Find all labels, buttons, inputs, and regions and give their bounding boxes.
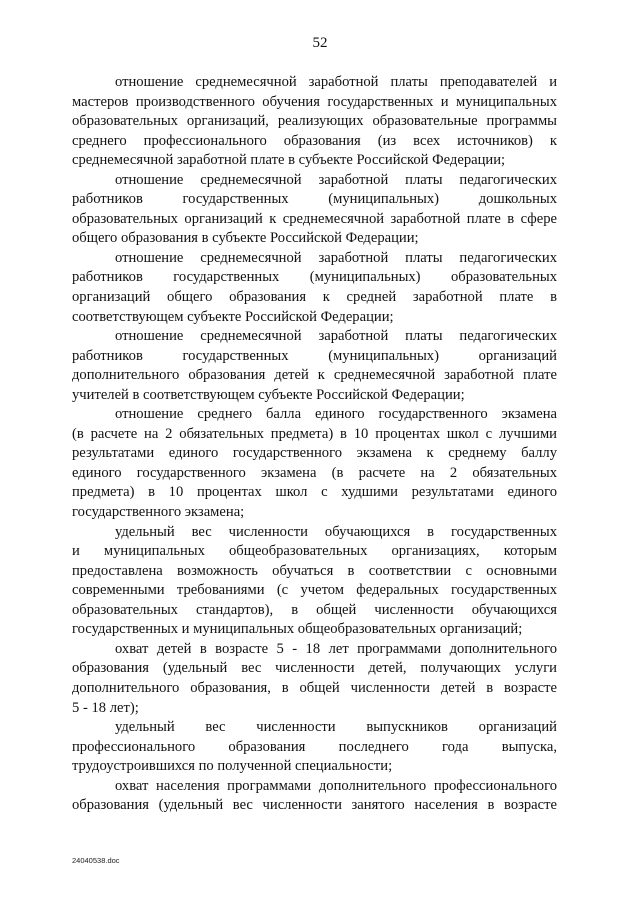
text-line: мастеров производственного обучения государственных и муниципальных — [72, 93, 557, 110]
page-number: 52 — [312, 35, 328, 51]
text-line: соответствующем субъекте Российской Федерации; — [72, 308, 394, 325]
paragraph — [72, 171, 557, 249]
text-line: государственных и муниципальных общеобразовательных организаций; — [72, 621, 523, 638]
text-line: образования (удельный вес численности занятого населения в возрасте — [72, 797, 557, 814]
text-line: трудоустроившихся по полученной специальности; — [72, 758, 393, 775]
text-line: 5 - 18 лет); — [72, 699, 139, 716]
text-line: современными требованиями (с учетом федеральных государственных — [72, 582, 557, 599]
text-line: образовательных организаций к среднемесячной заработной плате в сфере — [72, 210, 557, 227]
text-line: государственного экзамена; — [72, 504, 245, 521]
text-line: удельный вес численности выпускников организаций — [115, 719, 557, 736]
text-line: дополнительного образования, в общей численности детей в возрасте — [72, 679, 557, 696]
text-line: предоставлена возможность обучаться в соответствии с основными — [72, 562, 557, 579]
text-line: работников государственных (муниципальных) образовательных — [72, 269, 557, 286]
text-line: организаций общего образования к средней заработной плате в — [72, 289, 557, 306]
paragraph — [72, 777, 557, 816]
text-line: среднемесячной заработной плате в субъекте Российской Федерации; — [72, 152, 506, 169]
paragraph — [72, 327, 557, 405]
text-line: дополнительного образования детей к среднемесячной заработной плате — [72, 367, 557, 384]
text-line: учителей в соответствующем субъекте Российской Федерации; — [72, 386, 465, 403]
text-line: отношение среднемесячной заработной платы педагогических — [115, 171, 557, 188]
text-line: и муниципальных общеобразовательных организациях, которым — [72, 543, 557, 560]
text-line: (в расчете на 2 обязательных предмета) в 10 процентах школ с лучшими — [72, 425, 557, 442]
body-text — [72, 73, 557, 816]
text-line: единого государственного экзамена (в расчете на 2 обязательных — [72, 464, 557, 481]
paragraph — [72, 718, 557, 777]
text-line: отношение среднемесячной заработной платы педагогических — [115, 328, 557, 345]
footer-filename: 24040538.doc — [72, 856, 120, 865]
text-line: общего образования в субъекте Российской Федерации; — [72, 230, 419, 247]
text-line: образовательных организаций, реализующих образовательные программы — [72, 113, 557, 130]
paragraph — [72, 73, 557, 171]
text-line: результатами единого государственного экзамена к среднему баллу — [72, 445, 557, 462]
text-line: отношение среднемесячной заработной платы преподавателей и — [115, 74, 557, 90]
paragraph — [72, 640, 557, 718]
text-line: образовательных стандартов), в общей численности обучающихся — [72, 601, 557, 618]
text-line: профессионального образования последнего года выпуска, — [72, 738, 557, 755]
text-line: среднего профессионального образования (из всех источников) к — [72, 132, 557, 149]
text-line: отношение среднемесячной заработной платы педагогических — [115, 249, 557, 266]
paragraph — [72, 405, 557, 522]
paragraph — [72, 249, 557, 327]
text-line: образования (удельный вес численности детей, получающих услуги — [72, 660, 557, 677]
text-line: удельный вес численности обучающихся в государственных — [115, 523, 557, 540]
text-line: предмета) в 10 процентах школ с худшими результатами единого — [72, 484, 557, 501]
text-line: отношение среднего балла единого государственного экзамена — [115, 406, 557, 423]
text-line: работников государственных (муниципальных) дошкольных — [72, 191, 557, 208]
text-line: охват детей в возрасте 5 - 18 лет программами дополнительного — [115, 640, 557, 657]
paragraph — [72, 523, 557, 640]
text-line: охват населения программами дополнительного профессионального — [115, 777, 557, 794]
text-line: работников государственных (муниципальных) организаций — [72, 347, 557, 364]
